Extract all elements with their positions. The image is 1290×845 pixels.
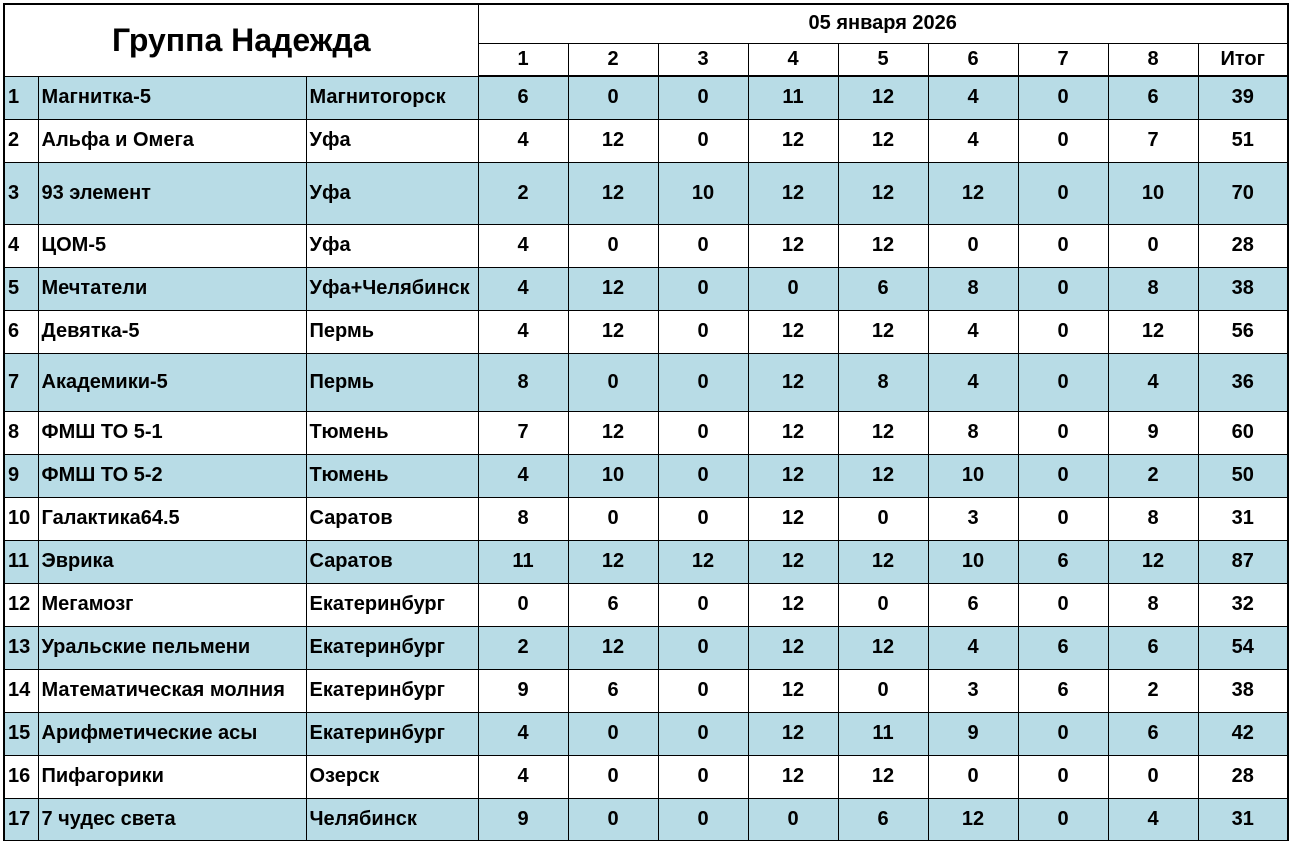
score-cell: 0 [658, 411, 748, 454]
score-cell: 0 [658, 267, 748, 310]
score-cell: 9 [478, 798, 568, 840]
score-cell: 12 [838, 540, 928, 583]
column-header: 8 [1108, 43, 1198, 76]
team-city: Уфа [306, 224, 478, 267]
score-cell: 8 [928, 411, 1018, 454]
score-cell: 0 [1018, 454, 1108, 497]
score-cell: 0 [928, 224, 1018, 267]
column-header: 1 [478, 43, 568, 76]
team-name: Альфа и Омега [38, 119, 306, 162]
row-number: 4 [4, 224, 38, 267]
score-cell: 10 [1108, 162, 1198, 224]
score-cell: 8 [928, 267, 1018, 310]
score-cell: 4 [478, 454, 568, 497]
score-cell: 12 [838, 310, 928, 353]
column-header: 5 [838, 43, 928, 76]
row-number: 11 [4, 540, 38, 583]
score-cell: 4 [478, 712, 568, 755]
score-cell: 6 [838, 798, 928, 840]
score-cell: 0 [658, 798, 748, 840]
score-cell: 0 [1018, 353, 1108, 411]
score-cell: 6 [568, 583, 658, 626]
team-city: Саратов [306, 497, 478, 540]
team-city: Уфа [306, 119, 478, 162]
score-cell: 0 [658, 626, 748, 669]
score-cell: 2 [478, 626, 568, 669]
score-cell: 12 [838, 76, 928, 119]
table-row [4, 454, 1288, 497]
score-cell: 11 [838, 712, 928, 755]
header-row-date [4, 4, 1288, 43]
score-cell: 0 [1018, 310, 1108, 353]
team-name: Академики-5 [38, 353, 306, 411]
score-cell: 12 [838, 162, 928, 224]
team-name: Магнитка-5 [38, 76, 306, 119]
score-cell: 0 [568, 497, 658, 540]
score-cell: 10 [658, 162, 748, 224]
total-column-header: Итог [1198, 43, 1288, 76]
score-cell: 0 [1018, 583, 1108, 626]
score-cell: 2 [478, 162, 568, 224]
total-cell: 38 [1198, 267, 1288, 310]
row-number: 3 [4, 162, 38, 224]
score-cell: 0 [568, 755, 658, 798]
column-header: 3 [658, 43, 748, 76]
score-cell: 4 [928, 310, 1018, 353]
table-row [4, 626, 1288, 669]
score-cell: 10 [928, 540, 1018, 583]
score-cell: 0 [658, 310, 748, 353]
team-city: Екатеринбург [306, 669, 478, 712]
score-cell: 0 [838, 669, 928, 712]
score-cell: 12 [748, 540, 838, 583]
score-cell: 0 [658, 669, 748, 712]
score-cell: 12 [748, 669, 838, 712]
score-cell: 0 [568, 712, 658, 755]
score-cell: 0 [658, 224, 748, 267]
team-name: ФМШ ТО 5-2 [38, 454, 306, 497]
score-cell: 11 [748, 76, 838, 119]
table-row [4, 224, 1288, 267]
row-number: 15 [4, 712, 38, 755]
score-cell: 12 [838, 755, 928, 798]
column-header: 2 [568, 43, 658, 76]
row-number: 14 [4, 669, 38, 712]
team-name: Эврика [38, 540, 306, 583]
team-city: Уфа [306, 162, 478, 224]
score-cell: 0 [1018, 755, 1108, 798]
table-row [4, 162, 1288, 224]
score-cell: 0 [1018, 119, 1108, 162]
team-name: Пифагорики [38, 755, 306, 798]
score-cell: 9 [478, 669, 568, 712]
table-row [4, 540, 1288, 583]
results-table [3, 3, 1289, 841]
score-cell: 12 [928, 162, 1018, 224]
score-cell: 8 [1108, 497, 1198, 540]
team-city: Озерск [306, 755, 478, 798]
score-cell: 6 [568, 669, 658, 712]
total-cell: 39 [1198, 76, 1288, 119]
score-cell: 4 [928, 626, 1018, 669]
score-cell: 0 [1108, 755, 1198, 798]
score-cell: 12 [748, 353, 838, 411]
team-city: Тюмень [306, 454, 478, 497]
score-cell: 12 [568, 119, 658, 162]
table-row [4, 310, 1288, 353]
score-cell: 0 [658, 454, 748, 497]
score-cell: 12 [568, 540, 658, 583]
score-cell: 12 [748, 497, 838, 540]
score-cell: 12 [568, 310, 658, 353]
team-city: Челябинск [306, 798, 478, 840]
score-cell: 12 [838, 411, 928, 454]
team-city: Екатеринбург [306, 583, 478, 626]
table-row [4, 411, 1288, 454]
score-cell: 0 [658, 76, 748, 119]
score-cell: 12 [568, 162, 658, 224]
score-cell: 0 [658, 497, 748, 540]
score-cell: 12 [928, 798, 1018, 840]
score-cell: 12 [748, 310, 838, 353]
row-number: 6 [4, 310, 38, 353]
score-cell: 4 [478, 224, 568, 267]
score-cell: 9 [928, 712, 1018, 755]
score-cell: 12 [838, 454, 928, 497]
score-cell: 6 [1108, 626, 1198, 669]
score-cell: 12 [748, 626, 838, 669]
score-cell: 7 [478, 411, 568, 454]
score-cell: 0 [658, 583, 748, 626]
score-cell: 0 [1018, 76, 1108, 119]
table-row [4, 353, 1288, 411]
score-cell: 7 [1108, 119, 1198, 162]
score-cell: 9 [1108, 411, 1198, 454]
total-cell: 36 [1198, 353, 1288, 411]
team-name: 93 элемент [38, 162, 306, 224]
row-number: 17 [4, 798, 38, 840]
row-number: 12 [4, 583, 38, 626]
score-cell: 12 [658, 540, 748, 583]
team-city: Магнитогорск [306, 76, 478, 119]
team-name: Арифметические асы [38, 712, 306, 755]
team-city: Тюмень [306, 411, 478, 454]
score-cell: 6 [1018, 626, 1108, 669]
total-cell: 56 [1198, 310, 1288, 353]
team-city: Пермь [306, 310, 478, 353]
table-body [4, 4, 1288, 840]
score-cell: 4 [1108, 798, 1198, 840]
score-cell: 0 [748, 798, 838, 840]
score-cell: 0 [928, 755, 1018, 798]
team-city: Саратов [306, 540, 478, 583]
score-cell: 4 [1108, 353, 1198, 411]
total-cell: 28 [1198, 755, 1288, 798]
table-row [4, 712, 1288, 755]
score-cell: 12 [748, 583, 838, 626]
row-number: 10 [4, 497, 38, 540]
score-cell: 10 [568, 454, 658, 497]
score-cell: 4 [928, 353, 1018, 411]
score-cell: 12 [838, 224, 928, 267]
team-name: 7 чудес света [38, 798, 306, 840]
score-cell: 0 [658, 712, 748, 755]
table-row [4, 798, 1288, 840]
score-cell: 4 [478, 310, 568, 353]
column-header: 7 [1018, 43, 1108, 76]
score-cell: 8 [478, 353, 568, 411]
score-cell: 11 [478, 540, 568, 583]
score-cell: 12 [1108, 540, 1198, 583]
total-cell: 31 [1198, 497, 1288, 540]
score-cell: 6 [1108, 76, 1198, 119]
total-cell: 32 [1198, 583, 1288, 626]
total-cell: 54 [1198, 626, 1288, 669]
score-cell: 8 [478, 497, 568, 540]
score-cell: 0 [1108, 224, 1198, 267]
score-cell: 0 [1018, 224, 1108, 267]
total-cell: 51 [1198, 119, 1288, 162]
score-cell: 0 [1018, 712, 1108, 755]
row-number: 8 [4, 411, 38, 454]
total-cell: 42 [1198, 712, 1288, 755]
score-cell: 0 [478, 583, 568, 626]
total-cell: 31 [1198, 798, 1288, 840]
total-cell: 28 [1198, 224, 1288, 267]
total-cell: 70 [1198, 162, 1288, 224]
score-cell: 0 [838, 497, 928, 540]
row-number: 16 [4, 755, 38, 798]
score-cell: 8 [838, 353, 928, 411]
score-cell: 0 [1018, 798, 1108, 840]
score-cell: 4 [928, 119, 1018, 162]
table-row [4, 497, 1288, 540]
row-number: 13 [4, 626, 38, 669]
score-cell: 12 [568, 267, 658, 310]
total-cell: 50 [1198, 454, 1288, 497]
team-city: Пермь [306, 353, 478, 411]
score-cell: 0 [568, 353, 658, 411]
score-cell: 2 [1108, 669, 1198, 712]
score-cell: 12 [748, 454, 838, 497]
team-name: Уральские пельмени [38, 626, 306, 669]
row-number: 5 [4, 267, 38, 310]
score-cell: 6 [1018, 669, 1108, 712]
row-number: 7 [4, 353, 38, 411]
score-cell: 8 [1108, 583, 1198, 626]
team-name: Галактика64.5 [38, 497, 306, 540]
score-cell: 12 [838, 626, 928, 669]
team-name: Мечтатели [38, 267, 306, 310]
score-cell: 0 [658, 119, 748, 162]
score-cell: 3 [928, 497, 1018, 540]
team-city: Екатеринбург [306, 712, 478, 755]
row-number: 1 [4, 76, 38, 119]
score-cell: 12 [748, 162, 838, 224]
row-number: 2 [4, 119, 38, 162]
total-cell: 87 [1198, 540, 1288, 583]
score-cell: 12 [748, 411, 838, 454]
score-cell: 6 [838, 267, 928, 310]
team-name: Математическая молния [38, 669, 306, 712]
score-cell: 12 [748, 712, 838, 755]
score-cell: 0 [748, 267, 838, 310]
score-cell: 8 [1108, 267, 1198, 310]
total-cell: 38 [1198, 669, 1288, 712]
score-cell: 12 [748, 755, 838, 798]
table-row [4, 119, 1288, 162]
group-title: Группа Надежда [4, 4, 478, 76]
date-header: 05 января 2026 [478, 4, 1288, 43]
team-name: ЦОМ-5 [38, 224, 306, 267]
table-row [4, 76, 1288, 119]
score-cell: 0 [1018, 497, 1108, 540]
score-cell: 0 [1018, 411, 1108, 454]
table-row [4, 669, 1288, 712]
team-city: Екатеринбург [306, 626, 478, 669]
score-cell: 6 [928, 583, 1018, 626]
team-name: Девятка-5 [38, 310, 306, 353]
score-cell: 12 [748, 224, 838, 267]
score-cell: 4 [478, 267, 568, 310]
score-cell: 3 [928, 669, 1018, 712]
column-header: 6 [928, 43, 1018, 76]
score-cell: 12 [838, 119, 928, 162]
score-cell: 2 [1108, 454, 1198, 497]
score-cell: 6 [1018, 540, 1108, 583]
column-header: 4 [748, 43, 838, 76]
score-cell: 12 [1108, 310, 1198, 353]
score-cell: 0 [658, 755, 748, 798]
team-name: Мегамозг [38, 583, 306, 626]
table-row [4, 755, 1288, 798]
score-cell: 12 [568, 626, 658, 669]
team-city: Уфа+Челябинск [306, 267, 478, 310]
table-row [4, 583, 1288, 626]
score-cell: 6 [1108, 712, 1198, 755]
score-cell: 4 [478, 755, 568, 798]
score-cell: 0 [1018, 267, 1108, 310]
score-cell: 6 [478, 76, 568, 119]
score-cell: 0 [568, 224, 658, 267]
score-cell: 0 [568, 798, 658, 840]
table-row [4, 267, 1288, 310]
team-name: ФМШ ТО 5-1 [38, 411, 306, 454]
score-cell: 0 [658, 353, 748, 411]
row-number: 9 [4, 454, 38, 497]
score-cell: 10 [928, 454, 1018, 497]
score-cell: 0 [568, 76, 658, 119]
score-cell: 0 [838, 583, 928, 626]
score-cell: 12 [748, 119, 838, 162]
total-cell: 60 [1198, 411, 1288, 454]
score-cell: 12 [568, 411, 658, 454]
score-cell: 0 [1018, 162, 1108, 224]
score-cell: 4 [928, 76, 1018, 119]
score-cell: 4 [478, 119, 568, 162]
